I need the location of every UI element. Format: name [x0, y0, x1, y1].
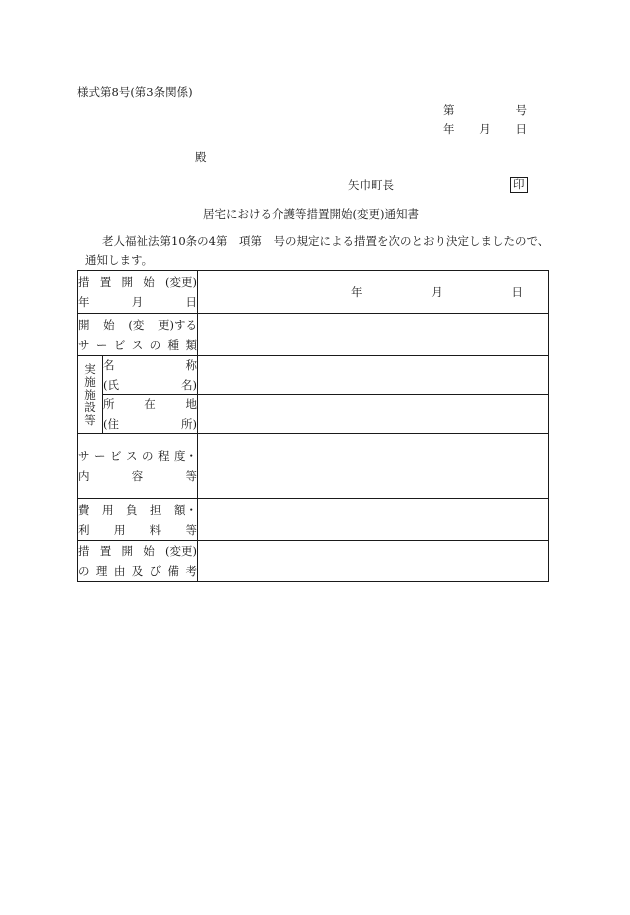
row-service-content — [78, 434, 549, 499]
issuer-name: 矢巾町長 — [348, 178, 394, 192]
seal-mark: 印 — [510, 177, 528, 193]
label-start-date-line1: 措 置 開 始 (変更) — [78, 275, 197, 289]
row-service-type — [78, 314, 549, 356]
issue-date-month: 月 — [479, 122, 491, 136]
notification-form-table — [77, 270, 549, 582]
label-facility-address: 所 在 地 (住 所) — [103, 395, 198, 434]
body-paragraph-line2: 通知します。 — [85, 253, 154, 267]
row-cost-share — [78, 499, 549, 541]
start-date-year: 年 — [351, 285, 363, 299]
value-facility-address[interactable] — [198, 395, 549, 434]
value-service-content[interactable] — [198, 434, 549, 499]
number-prefix: 第 — [443, 103, 455, 117]
label-reason-remarks: 措 置 開 始 (変更) の 理 由 及 び 備 考 — [78, 541, 198, 582]
start-date-day: 日 — [511, 285, 523, 299]
value-start-date[interactable] — [198, 271, 549, 314]
row-reason-remarks — [78, 541, 549, 582]
label-facility-name: 名 称 (氏 名) — [103, 356, 198, 395]
value-service-type[interactable] — [198, 314, 549, 356]
value-facility-name[interactable] — [198, 356, 549, 395]
document-title: 居宅における介護等措置開始(変更)通知書 — [203, 207, 419, 221]
label-start-date-line2: 年 月 日 — [78, 295, 197, 309]
label-cost-share: 費 用 負 担 額・ 利 用 料 等 — [78, 499, 198, 541]
label-service-type: 開 始 (変 更)する サ ー ビ ス の 種 類 — [78, 314, 198, 356]
label-start-date — [78, 271, 198, 314]
row-start-date — [78, 271, 549, 314]
label-facility-group: 実 施 施 設 等 — [78, 356, 103, 434]
body-paragraph-line1: 老人福祉法第10条の4第 項第 号の規定による措置を次のとおり決定しましたので、 — [102, 234, 550, 248]
row-facility-name — [78, 356, 549, 395]
issue-date-year: 年 — [443, 122, 455, 136]
number-suffix: 号 — [515, 103, 527, 117]
document-number-line — [443, 105, 527, 117]
form-number: 様式第8号(第3条関係) — [77, 85, 193, 99]
row-facility-address — [78, 395, 549, 434]
issue-date-line — [443, 124, 527, 136]
start-date-month: 月 — [431, 285, 443, 299]
label-service-content: サ ー ビ ス の 程 度・ 内 容 等 — [78, 434, 198, 499]
value-cost-share[interactable] — [198, 499, 549, 541]
value-reason-remarks[interactable] — [198, 541, 549, 582]
issue-date-day: 日 — [515, 122, 527, 136]
addressee-suffix: 殿 — [195, 150, 207, 164]
